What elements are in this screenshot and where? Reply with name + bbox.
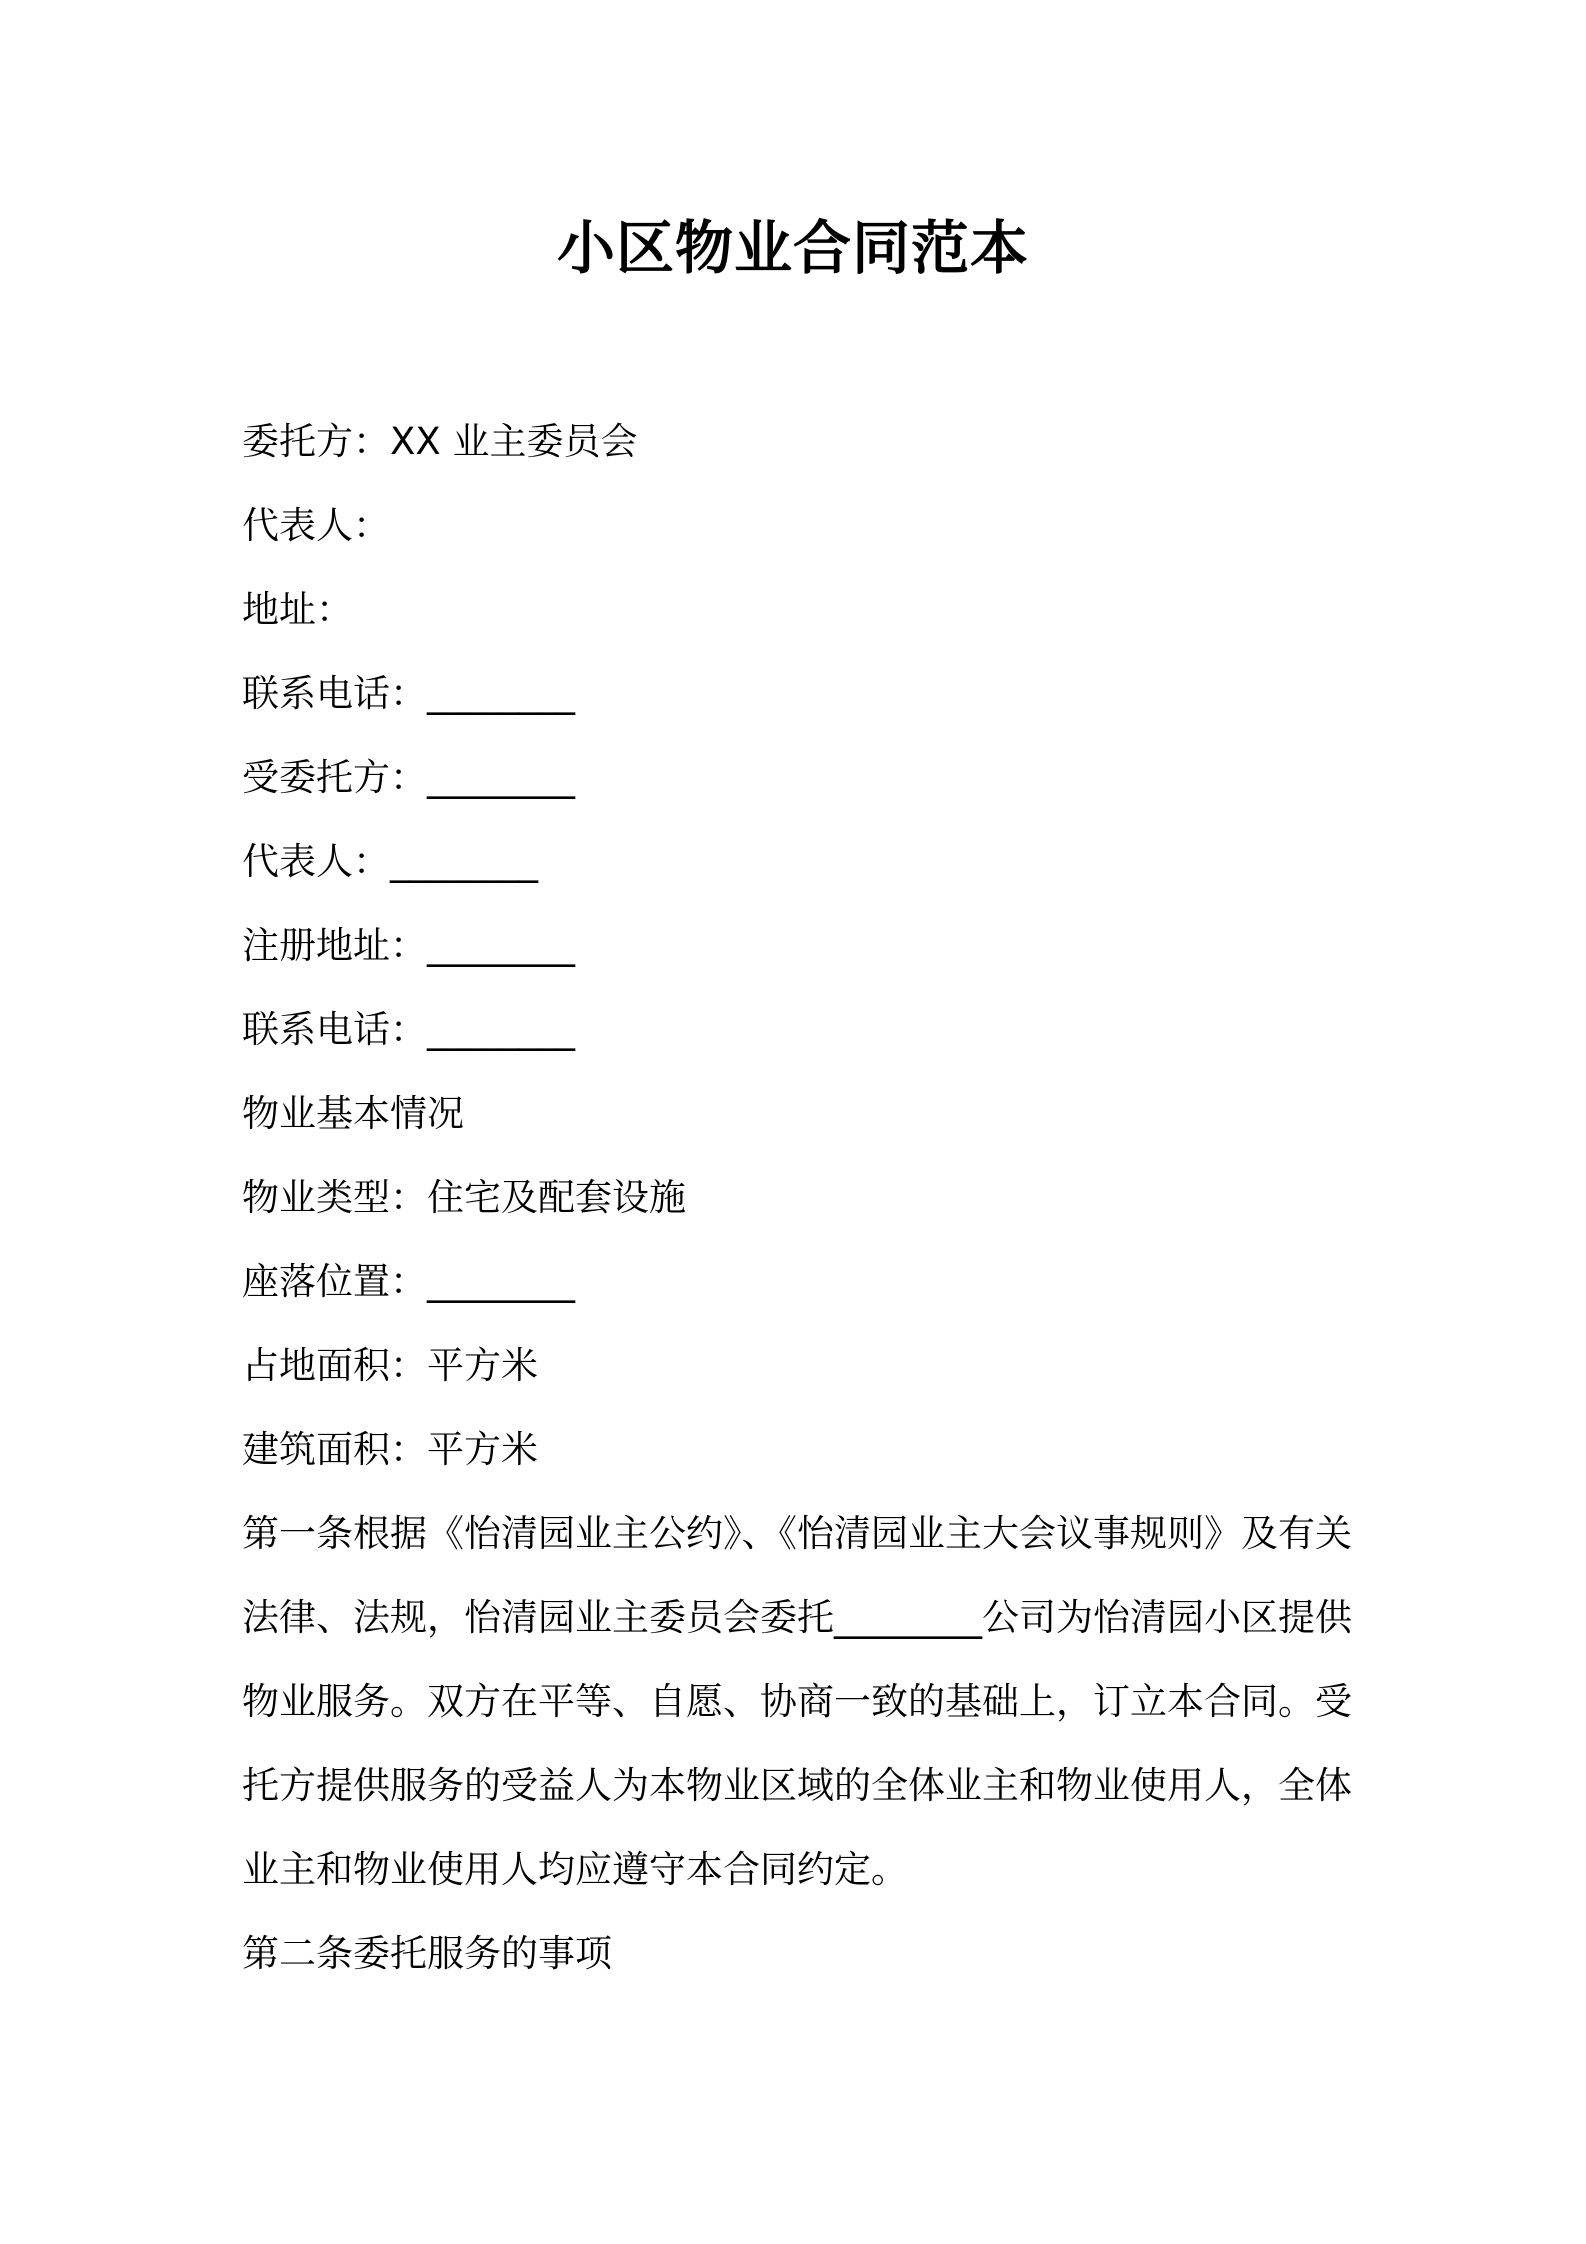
- client-line: 委托方：XX 业主委员会: [242, 420, 638, 463]
- document-body: [242, 400, 1352, 1996]
- document-title: 小区物业合同范本: [556, 214, 1029, 282]
- contractor-phone-line: 联系电话：________: [242, 1008, 575, 1051]
- property-type-line: 物业类型：住宅及配套设施: [242, 1176, 686, 1219]
- article-one-paragraph: 第一条根据《怡清园业主公约》、《怡清园业主大会议事规则》及有关法律、法规，怡清园业主委员会委托________公司为怡清园小区提供物业服务。双方在平等、自愿、协商一致的基础上，订立本合同。受托方提供服务的受益人为本物业区域的全体业主和物业使用人，全体业主和物业使用人均应遵守本合同约定。: [242, 1512, 1352, 1891]
- property-location-line: 座落位置：________: [242, 1260, 575, 1303]
- article-two-heading: 第二条委托服务的事项: [242, 1932, 612, 1975]
- client-address-line: 地址：: [242, 588, 353, 631]
- contractor-address-line: 注册地址：________: [242, 924, 575, 967]
- client-phone-line: 联系电话：________: [242, 672, 575, 715]
- land-area-line: 占地面积：平方米: [242, 1344, 538, 1387]
- contractor-representative-line: 代表人：________: [242, 840, 538, 883]
- client-representative-line: 代表人：: [242, 504, 390, 547]
- property-overview-heading: 物业基本情况: [242, 1092, 464, 1135]
- contractor-line: 受委托方：________: [242, 756, 575, 799]
- building-area-line: 建筑面积：平方米: [242, 1428, 538, 1471]
